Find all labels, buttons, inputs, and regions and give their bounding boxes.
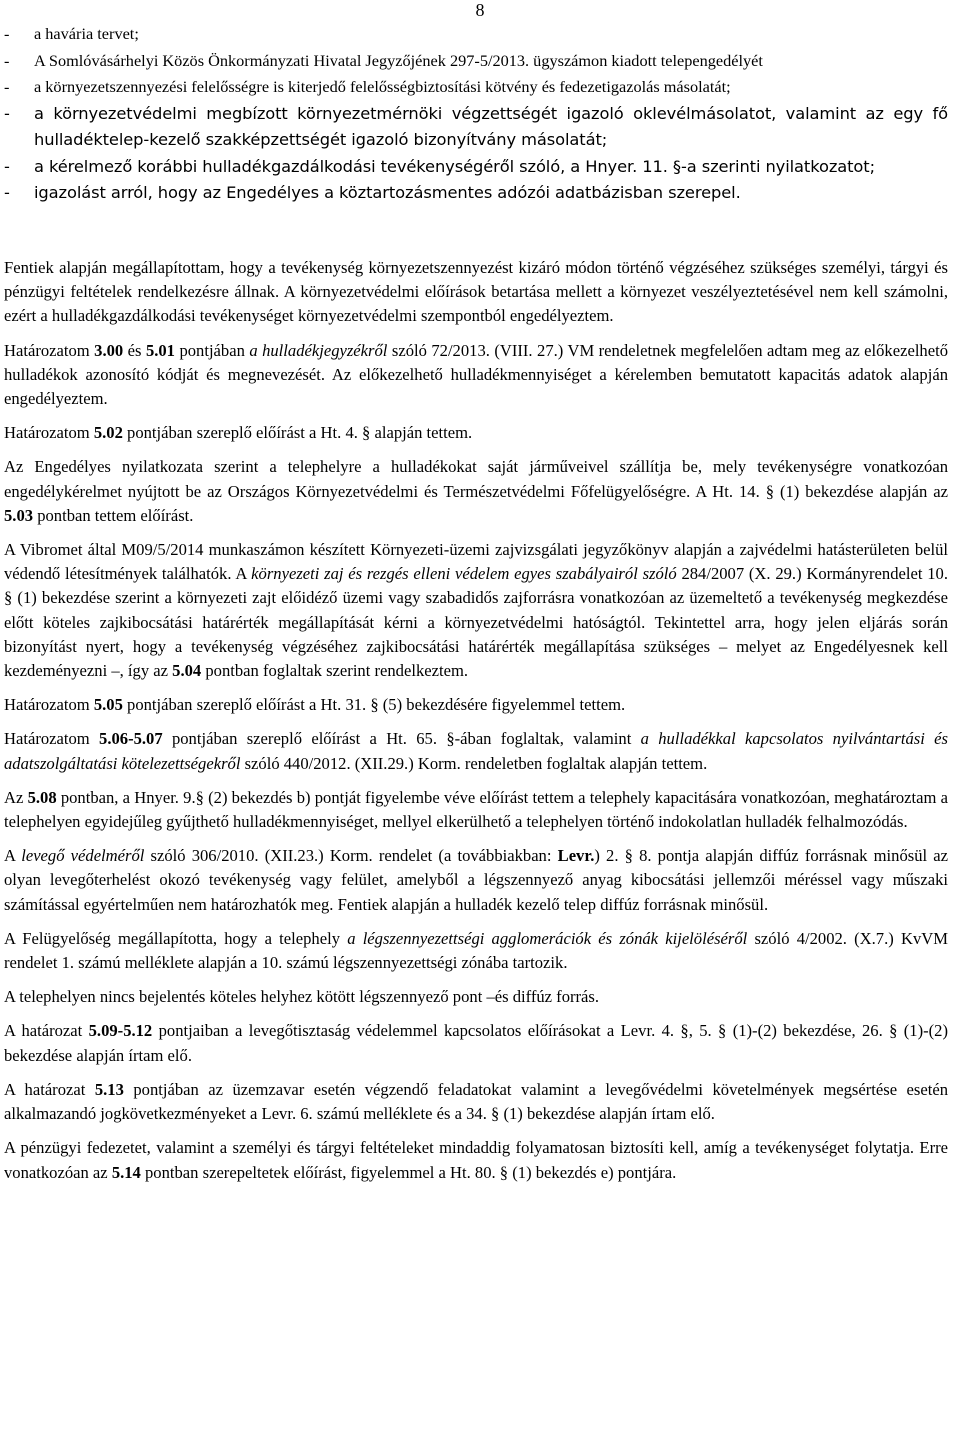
paragraph: Határozatom 5.06-5.07 pontjában szereplő előírást a Ht. 65. §-ában foglaltak, valamint a hulladékkal kapcsolatos nyilvántartási és adatszolgáltatási kötelezettségekről szóló 440/2012. (XII.29.) Korm. rendeletben foglaltak alapján tettem. bbox=[4, 729, 949, 773]
paragraph: A Vibromet által M09/5/2014 munkaszámon készített Környezeti-üzemi zajvizsgálati jegyzőkönyv alapján a zajvédelmi hatásterületen belül védendő létesítmények találhatók. A környezeti zaj és rezgés elleni védelem egyes szabályairól szóló 284/2007 (X. 29.) Kormányrendelet 10. § (1) bekezdése szerint a környezeti zajt előidéző üzemi vagy szabadidős zajforrásra vonatkozóan az üzemeltető a tevékenység megkezdése előtt köteles zajkibocsátási határérték megállapítását kérni a környezetvédelmi hatóságtól. Tekintettel arra, hogy jelen eljárás során bizonyítást nyert, hogy a tevékenység végzéséhez zajkibocsátási határérték megállapítása szükséges – melyet az Engedélyesnek kell kezdeményezni –, így az 5.04 pontban foglaltak szerint rendelkeztem. bbox=[4, 540, 948, 681]
paragraph: Fentiek alapján megállapítottam, hogy a tevékenység környezetszennyezést kizáró módon történő végzéséhez szükséges személyi, tárgyi és pénzügyi feltételek rendelkezésre állnak. A környezetvédelmi előírások betartása mellett a környezet veszélyeztetésével nem kell számolni, ezért a hulladékgazdálkodási tevékenységet környezetvédelmi szempontból engedélyeztem. bbox=[4, 258, 948, 326]
paragraph: A telephelyen nincs bejelentés köteles helyhez kötött légszennyező pont –és diffúz forrás. bbox=[4, 987, 600, 1007]
list-item: - a kérelmező korábbi hulladékgazdálkodási tevékenységéről szóló, a Hnyer. 11. §-a szerinti nyilatkozatot; bbox=[4, 156, 875, 176]
list-item: - a környezetszennyezési felelősségre is kiterjedő felelősségbiztosítási kötvény és fedezetigazolás másolatát; bbox=[4, 77, 731, 96]
list-item: - A Somlóvásárhelyi Közös Önkormányzati Hivatal Jegyzőjének 297-5/2013. ügyszámon kiadott telepengedélyét bbox=[4, 50, 763, 70]
paragraph: A határozat 5.09-5.12 pontjaiban a levegőtisztaság védelemmel kapcsolatos előírásokat a Levr. 4. §, 5. § (1)-(2) bekezdése, 26. § (1)-(2) bekezdése alapján írtam elő. bbox=[4, 1021, 948, 1065]
paragraph: A határozat 5.13 pontjában az üzemzavar esetén végzendő feladatokat valamint a levegővédelmi követelmények megsértése esetén alkalmazandó jogkövetkezményeket a Levr. 6. számú melléklete és a 34. § (1) bekezdése alapján írtam elő. bbox=[4, 1079, 949, 1124]
attachment-list bbox=[4, 21, 948, 207]
list-item: - a környezetvédelmi megbízott környezetmérnöki végzettségét igazoló oklevélmásolatot, valamint az egy fő hulladéktelep-kezelő szakképzettségét igazoló bizonyítvány másolatát; bbox=[4, 103, 948, 149]
page-number: 8 bbox=[475, 0, 485, 20]
paragraph: A pénzügyi fedezetet, valamint a személyi és tárgyi feltételeket mindaddig folyamatosan biztosíti kell, amíg a tevékenységet folytatja. Erre vonatkozóan az 5.14 pontban szerepeltetek előírást, figyelemmel a Ht. 80. § (1) bekezdés e) pontjára. bbox=[4, 1138, 948, 1182]
paragraph: A levegő védelméről szóló 306/2010. (XII.23.) Korm. rendelet (a továbbiakban: Levr.) 2. § 8. pontja alapján diffúz forrásnak minősül az olyan levegőterhelést okozó tevékenység vagy felület, amelyből a légszennyező anyag kibocsátási jellemzői méréssel vagy műszaki számítással egyértelműen nem határozhatók meg. Fentiek alapján a hulladék kezelő telep diffúz forrásnak minősül. bbox=[4, 846, 948, 914]
paragraph: Az 5.08 pontban, a Hnyer. 9.§ (2) bekezdés b) pontját figyelembe véve előírást tettem a telephely kapacitására vonatkozóan, meghatároztam a telephelyen egyidejűleg gyűjthető hulladékmennyiséget, mellyel elkerülhető a telephelyen történő indokolatlan hulladék felhalmozódás. bbox=[4, 787, 949, 832]
paragraph: Határozatom 5.05 pontjában szereplő előírást a Ht. 31. § (5) bekezdésére figyelemmel tettem. bbox=[4, 695, 626, 715]
paragraph: Határozatom 3.00 és 5.01 pontjában a hulladékjegyzékről szóló 72/2013. (VIII. 27.) VM rendeletnek megfelelően adtam meg az előkezelhető hulladékok azonosító kódját és megnevezését. Az előkezelhető hulladékmennyiséget a kérelemben bemutatott kapacitás adatok alapján engedélyeztem. bbox=[4, 340, 949, 409]
document-body bbox=[4, 256, 948, 1195]
paragraph: Határozatom 5.02 pontjában szereplő előírást a Ht. 4. § alapján tettem. bbox=[4, 423, 473, 443]
paragraph: A Felügyelőség megállapította, hogy a telephely a légszennyezettségi agglomerációk és zónák kijelöléséről szóló 4/2002. (X.7.) KvVM rendelet 1. számú melléklete alapján a 10. számú légszennyezettségi zónába tartozik. bbox=[4, 928, 948, 973]
list-item: - igazolást arról, hogy az Engedélyes a köztartozásmentes adózói adatbázisban szerepel. bbox=[4, 183, 741, 202]
list-item: - a havária tervet; bbox=[4, 24, 139, 43]
paragraph: Az Engedélyes nyilatkozata szerint a telephelyre a hulladékokat saját járműveivel szállítja be, mely tevékenységre vonatkozóan engedélykérelmet nyújtott be az Országos Környezetvédelmi és Természetvédelmi Főfelügyelőségre. A Ht. 14. § (1) bekezdése alapján az 5.03 pontban tettem előírást. bbox=[4, 457, 948, 525]
